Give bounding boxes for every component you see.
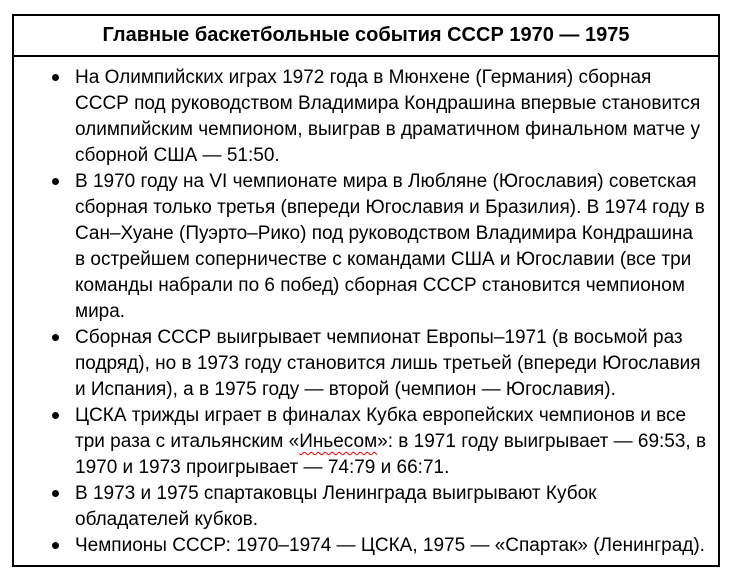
bullet-spartak-cup-winners-cup <box>14 481 708 533</box>
document-title: Главные баскетбольные события СССР 1970 — 1975 <box>14 16 718 57</box>
bullet-text: Чемпионы СССР: 1970–1974 — ЦСКА, 1975 — «Спартак» (Ленинград). <box>75 535 705 556</box>
bullet-text: В 1970 году на VI чемпионате мира в Любляне (Югославия) советская сборная только третья (впереди Югославия и Бразилия). В 1974 году в Сан–Хуане (Пуэрто–Рико) под руководством Владимира Кондрашина в острейшем соперничестве с командами США и Югославии (все три команды набрали по 6 побед) сборная СССР становится чемпионом мира. <box>75 171 705 322</box>
bullet-text: В 1973 и 1975 спартаковцы Ленинграда выигрывают Кубок обладателей кубков. <box>75 483 597 530</box>
bullet-text-post: »: в 1971 году выигрывает — 69:53, в 1970 и 1973 проигрывает — 74:79 и 66:71. <box>75 431 707 478</box>
misspelled-word: Иньесом <box>299 431 378 452</box>
bullet-olympics-1972 <box>14 65 708 169</box>
events-list <box>14 65 708 559</box>
bullet-ussr-champions <box>14 533 708 559</box>
bullet-cska-euroleague-finals <box>14 403 708 481</box>
bullet-text: Сборная СССР выигрывает чемпионат Европы–1971 (в восьмой раз подряд), но в 1973 году становится лишь третьей (впереди Югославия и Испания), а в 1975 году — второй (чемпион — Югославия). <box>75 327 701 400</box>
bullet-european-championships <box>14 325 708 403</box>
events-table <box>12 14 720 567</box>
bullet-text-pre: ЦСКА трижды играет в финалах Кубка европейских чемпионов и все три раза с итальянским « <box>75 405 687 452</box>
bullet-text: На Олимпийских играх 1972 года в Мюнхене (Германия) сборная СССР под руководством Владимира Кондрашина впервые становится олимпийским чемпионом, выиграв в драматичном финальном матче у сборной США — 51:50. <box>75 67 701 166</box>
events-body <box>14 57 718 559</box>
bullet-world-championships <box>14 169 708 325</box>
